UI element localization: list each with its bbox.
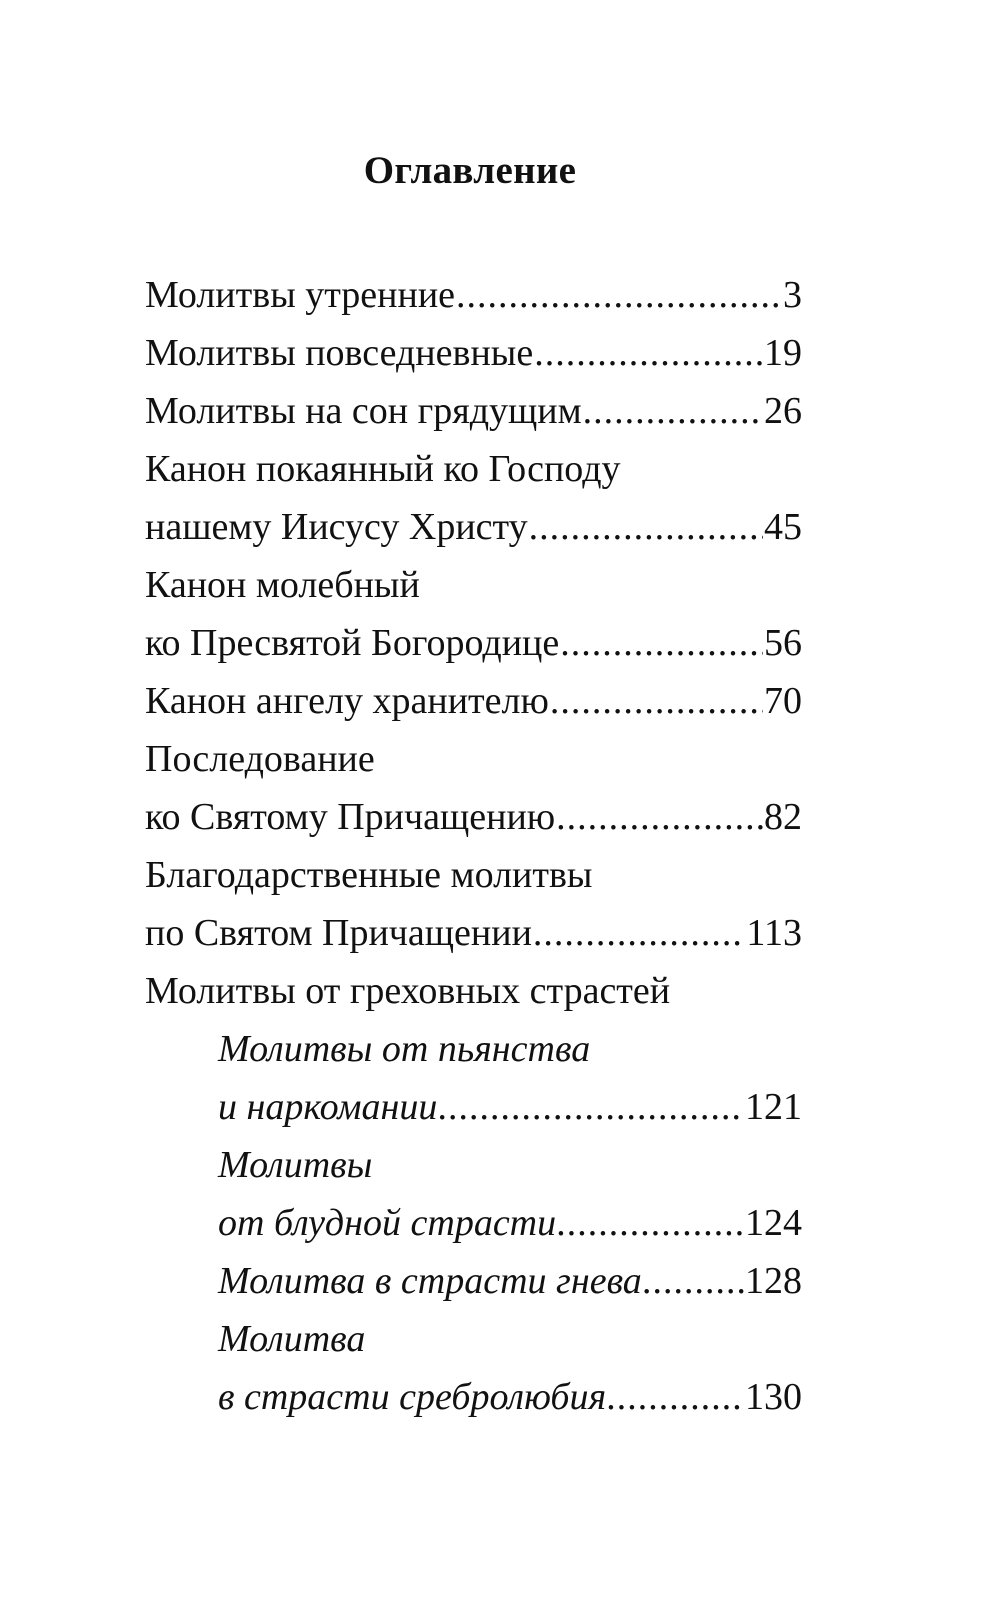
toc-entry[interactable] bbox=[145, 266, 802, 324]
page-number: 113 bbox=[746, 912, 802, 954]
leader-dots bbox=[557, 1194, 744, 1252]
toc-entry-title-cont: ко Святому Причащению bbox=[145, 796, 556, 838]
page-number: 82 bbox=[764, 796, 802, 838]
toc-subentry[interactable] bbox=[145, 1020, 802, 1136]
leader-dots bbox=[643, 1252, 744, 1310]
page-number: 56 bbox=[764, 622, 802, 664]
toc-entry-title-cont: по Святом Причащении bbox=[145, 912, 532, 954]
leader-dots bbox=[556, 788, 763, 846]
toc-entry-title: Канон молебный bbox=[145, 564, 420, 606]
leader-dots bbox=[533, 904, 745, 962]
toc-subentry[interactable] bbox=[145, 1136, 802, 1252]
page-number: 130 bbox=[745, 1376, 802, 1418]
leader-dots bbox=[560, 614, 763, 672]
page-number: 128 bbox=[745, 1260, 802, 1302]
toc-entry[interactable] bbox=[145, 324, 802, 382]
toc-entry-title: Молитвы от греховных страстей bbox=[145, 970, 671, 1012]
leader-dots bbox=[550, 672, 763, 730]
page-number: 3 bbox=[783, 274, 802, 316]
toc-entry-title: Молитвы повседневные bbox=[145, 332, 534, 374]
toc-entry-title-cont: нашему Иисусу Христу bbox=[145, 506, 528, 548]
toc-entry[interactable] bbox=[145, 440, 802, 556]
page-number: 19 bbox=[764, 332, 802, 374]
toc-subentry[interactable] bbox=[145, 1252, 802, 1310]
toc-entry-title: Канон ангелу хранителю bbox=[145, 680, 549, 722]
toc-section-heading[interactable] bbox=[145, 962, 802, 1020]
toc-entry[interactable] bbox=[145, 556, 802, 672]
toc-entry-title: Благодарственные молитвы bbox=[145, 854, 593, 896]
page-number: 70 bbox=[764, 680, 802, 722]
leader-dots bbox=[534, 324, 763, 382]
toc-entry-title-cont: ко Пресвятой Богородице bbox=[145, 622, 560, 664]
toc-entry-title: Молитва bbox=[218, 1318, 366, 1360]
leader-dots bbox=[583, 382, 763, 440]
toc-entry[interactable] bbox=[145, 730, 802, 846]
leader-dots bbox=[529, 498, 763, 556]
toc-entry-title-cont: и наркомании bbox=[218, 1086, 438, 1128]
toc-entry-title: Последование bbox=[145, 738, 375, 780]
toc-entry[interactable] bbox=[145, 846, 802, 962]
toc-entry-title: Канон покаянный ко Господу bbox=[145, 448, 621, 490]
page-number: 26 bbox=[764, 390, 802, 432]
leader-dots bbox=[607, 1368, 744, 1426]
toc-entry-title: Молитва в страсти гнева bbox=[218, 1260, 642, 1302]
table-of-contents bbox=[145, 266, 802, 1426]
leader-dots bbox=[438, 1078, 744, 1136]
toc-entry-title: Молитвы на сон грядущим bbox=[145, 390, 582, 432]
page-title: Оглавление bbox=[363, 149, 577, 192]
page-number: 121 bbox=[745, 1086, 802, 1128]
toc-entry[interactable] bbox=[145, 672, 802, 730]
page-number: 124 bbox=[745, 1202, 802, 1244]
toc-entry-title: Молитвы bbox=[218, 1144, 373, 1186]
toc-entry-title: Молитвы утренние bbox=[145, 274, 456, 316]
leader-dots bbox=[456, 266, 782, 324]
toc-subentry[interactable] bbox=[145, 1310, 802, 1426]
toc-entry-title-cont: в страсти сребролюбия bbox=[218, 1376, 607, 1418]
toc-entry-title-cont: от блудной страсти bbox=[218, 1202, 557, 1244]
page-number: 45 bbox=[764, 506, 802, 548]
toc-entry-title: Молитвы от пьянства bbox=[218, 1028, 591, 1070]
toc-entry[interactable] bbox=[145, 382, 802, 440]
